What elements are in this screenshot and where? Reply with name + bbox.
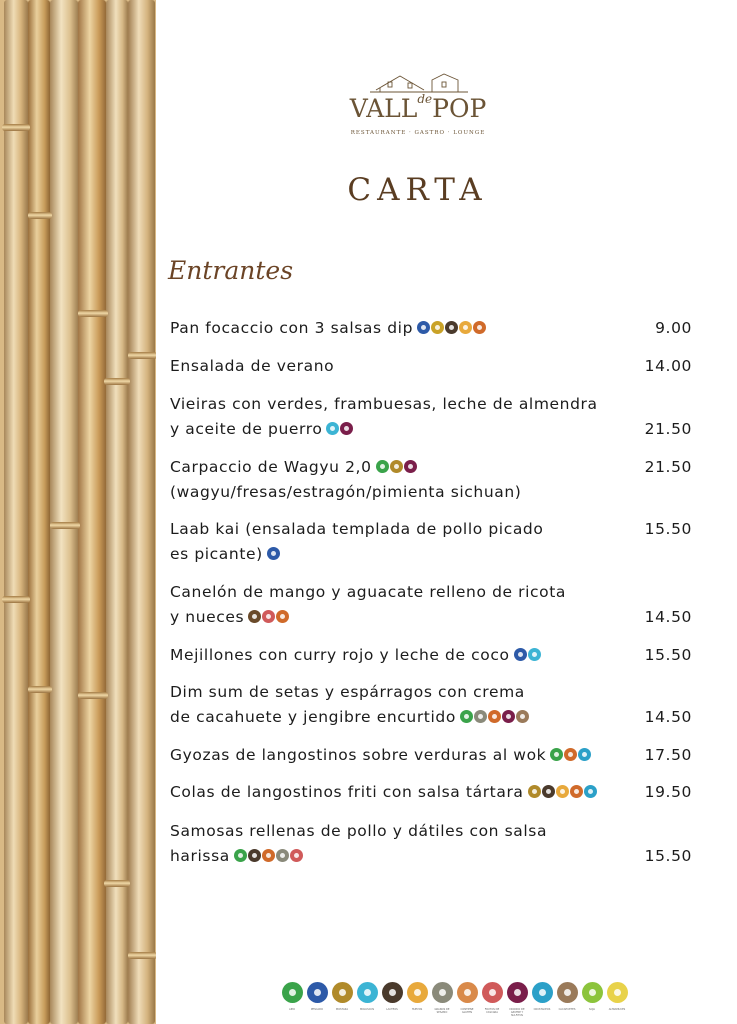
section-heading: Entrantes <box>168 256 294 285</box>
crustaceos-allergen-icon <box>578 748 591 761</box>
crustaceos-allergen-icon <box>584 785 597 798</box>
legend-item <box>331 982 353 1012</box>
menu-item-name: es picante) <box>170 545 263 563</box>
apio-allergen-icon <box>376 460 389 473</box>
legend-item <box>606 982 628 1012</box>
picante-allergen-icon <box>276 610 289 623</box>
legend-label: LACTEOS <box>386 1008 398 1011</box>
sesamo-allergen-icon <box>276 849 289 862</box>
menu-item-name: de cacahuete y jengibre encurtido <box>170 708 456 726</box>
legend-label: FRUTOS DE CASCARA <box>484 1008 500 1014</box>
menu-item <box>170 743 692 768</box>
menu-item-price: 14.50 <box>644 708 692 726</box>
sesamo-allergen-icon <box>432 982 453 1003</box>
soja-allergen-icon <box>382 982 403 1003</box>
menu-item-name: Carpaccio de Wagyu 2,0 <box>170 458 372 476</box>
legend-item <box>431 982 453 1012</box>
menu-item-text <box>170 743 692 768</box>
menu-item-price: 19.50 <box>644 783 692 801</box>
menu-item-text <box>170 780 692 805</box>
legend-label: CRUSTACEOS <box>533 1008 551 1011</box>
menu-item-name: Colas de langostinos friti con salsa tártara <box>170 783 524 801</box>
mostaza-allergen-icon <box>390 460 403 473</box>
menu-item <box>170 517 692 567</box>
huevos-allergen-icon <box>459 321 472 334</box>
menu-item-text <box>170 643 692 668</box>
menu-item-text <box>170 819 692 844</box>
picante-allergen-icon <box>262 849 275 862</box>
huevos-allergen-icon <box>556 785 569 798</box>
menu-item-text <box>170 354 692 379</box>
menu-item-text <box>170 705 692 730</box>
allergen-legend <box>281 982 628 1017</box>
legend-item <box>281 982 303 1012</box>
menu-item-price: 21.50 <box>644 420 692 438</box>
menu-item-text <box>170 605 692 630</box>
moluscos-allergen-icon <box>290 849 303 862</box>
frutos-cascara-allergen-icon <box>248 610 261 623</box>
menu-item <box>170 392 692 442</box>
mostaza-allergen-icon <box>528 785 541 798</box>
legend-label: ALTRAMUCES <box>608 1008 626 1011</box>
sulfitos-allergen-icon <box>404 460 417 473</box>
menu-page <box>156 0 737 1024</box>
moluscos-allergen-icon <box>262 610 275 623</box>
soja-allergen-icon <box>445 321 458 334</box>
legend-item <box>506 982 528 1017</box>
menu-item-name: Dim sum de setas y espárragos con crema <box>170 683 525 701</box>
legend-label: CACAHUETES <box>558 1008 576 1011</box>
menu-item-text <box>170 580 692 605</box>
legend-item <box>306 982 328 1012</box>
legend-item <box>381 982 403 1012</box>
legend-label: APIO <box>289 1008 295 1011</box>
menu-item-name: Gyozas de langostinos sobre verduras al wok <box>170 746 547 764</box>
picante-allergen-icon <box>570 785 583 798</box>
altramuces-allergen-icon <box>457 982 478 1003</box>
menu-item-price: 17.50 <box>644 746 692 764</box>
legend-item <box>481 982 503 1012</box>
menu-item-text <box>170 316 692 341</box>
menu-item <box>170 643 692 668</box>
moluscos-allergen-icon <box>482 982 503 1003</box>
menu-item-name: (wagyu/fresas/estragón/pimienta sichuan) <box>170 483 522 501</box>
menu-item <box>170 819 692 869</box>
menu-item-text <box>170 392 692 417</box>
menu-item-name: harissa <box>170 847 230 865</box>
menu-item <box>170 780 692 805</box>
lacteos-allergen-icon <box>357 982 378 1003</box>
legend-label: CONTIENE GLUTEN <box>460 1008 474 1014</box>
menu-item-name: Mejillones con curry rojo y leche de coco <box>170 646 510 664</box>
legend-label: PESCADO <box>310 1008 324 1011</box>
picante-allergen-icon <box>488 710 501 723</box>
cacahuetes-allergen-icon <box>557 982 578 1003</box>
page-title: CARTA <box>347 172 488 208</box>
lacteos-allergen-icon <box>528 648 541 661</box>
logo-subtitle: RESTAURANTE · GASTRO · LOUNGE <box>350 130 486 136</box>
menu-item-name: Canelón de mango y aguacate relleno de ricota <box>170 583 567 601</box>
apio-allergen-icon <box>460 710 473 723</box>
lacteos-allergen-icon <box>326 422 339 435</box>
menu-item-price: 9.00 <box>655 319 692 337</box>
menu-item-name: Vieiras con verdes, frambuesas, leche de almendra <box>170 395 598 413</box>
menu-item <box>170 354 692 379</box>
menu-item-name: y aceite de puerro <box>170 420 323 438</box>
pescado-allergen-icon <box>307 982 328 1003</box>
menu-item-price: 15.50 <box>644 847 692 865</box>
menu-item-price: 15.50 <box>644 646 692 664</box>
legend-label: MOLUSCOS <box>359 1008 375 1011</box>
menu-item-text <box>170 480 692 505</box>
menu-item-text <box>170 455 692 480</box>
pescado-allergen-icon <box>267 547 280 560</box>
legend-item <box>556 982 578 1012</box>
apio-allergen-icon <box>234 849 247 862</box>
crustaceos-allergen-icon <box>532 982 553 1003</box>
sulfitos-allergen-icon <box>340 422 353 435</box>
bamboo-background <box>0 0 156 1024</box>
menu-item-name: Laab kai (ensalada templada de pollo picado <box>170 520 544 538</box>
soja-allergen-icon <box>542 785 555 798</box>
legend-item <box>456 982 478 1012</box>
menu-item-price: 14.00 <box>644 357 692 375</box>
sulfitos-allergen-icon <box>507 982 528 1003</box>
legend-label: GRANOS DE SESAMO <box>434 1008 450 1014</box>
picante-allergen-icon <box>473 321 486 334</box>
soja-allergen-icon <box>248 849 261 862</box>
legend-label: HUEVOS <box>411 1008 423 1011</box>
sin-allergen-icon <box>582 982 603 1003</box>
sulfitos-allergen-icon <box>502 710 515 723</box>
legend-label: MOSTAZA <box>335 1008 349 1011</box>
menu-item-text <box>170 542 692 567</box>
sesamo-allergen-icon <box>474 710 487 723</box>
legend-label: DIOXIDO DE AZUFRE Y SULFITOS <box>509 1008 525 1017</box>
menu-item-name: Pan focaccio con 3 salsas dip <box>170 319 414 337</box>
pescado-allergen-icon <box>514 648 527 661</box>
menu-item-price: 14.50 <box>644 608 692 626</box>
apio-allergen-icon <box>282 982 303 1003</box>
menu-item-price: 21.50 <box>644 458 692 476</box>
legend-item <box>581 982 603 1012</box>
menu-item <box>170 580 692 630</box>
mostaza-allergen-icon <box>332 982 353 1003</box>
menu-item-text <box>170 417 692 442</box>
legend-label: SOJA <box>589 1008 595 1011</box>
menu-item-name: Ensalada de verano <box>170 357 335 375</box>
gluten-allergen-icon <box>431 321 444 334</box>
menu-item-text <box>170 844 692 869</box>
menu-item-text <box>170 517 692 542</box>
cacahuetes-allergen-icon <box>516 710 529 723</box>
legend-item <box>356 982 378 1012</box>
legend-item <box>531 982 553 1012</box>
menu-item-name: y nueces <box>170 608 245 626</box>
menu-item-text <box>170 680 692 705</box>
huevos-allergen-icon <box>407 982 428 1003</box>
legend-item <box>406 982 428 1012</box>
apio-allergen-icon <box>550 748 563 761</box>
logo-wordmark: $VALL^{de}POP$ <box>349 92 487 123</box>
pescado-allergen-icon <box>417 321 430 334</box>
menu-item <box>170 316 692 341</box>
menu-item <box>170 455 692 505</box>
menu-item-name: Samosas rellenas de pollo y dátiles con salsa <box>170 822 548 840</box>
azucar-allergen-icon <box>607 982 628 1003</box>
picante-allergen-icon <box>564 748 577 761</box>
menu-item-price: 15.50 <box>644 520 692 538</box>
menu-item <box>170 680 692 730</box>
